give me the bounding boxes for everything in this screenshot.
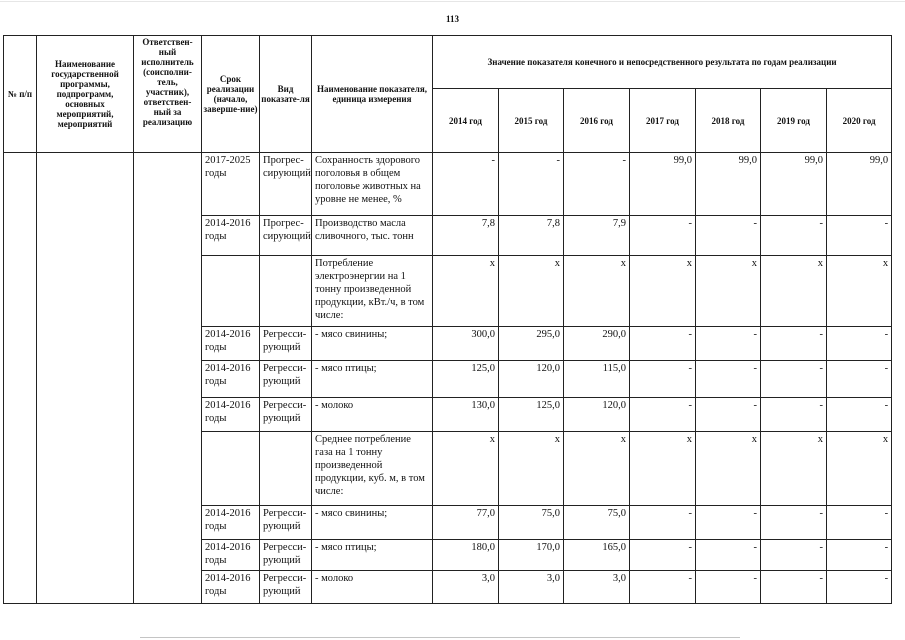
kind-cell: Регресси-рующий — [260, 540, 312, 571]
value-cell: - — [564, 153, 630, 216]
value-cell: 3,0 — [564, 571, 630, 604]
header-year: 2018 год — [696, 89, 761, 153]
value-cell: x — [630, 256, 696, 327]
kind-cell: Регресси-рующий — [260, 398, 312, 432]
term-cell: 2014-2016 годы — [202, 327, 260, 361]
header-term: Срок реализации (начало, заверше-ние) — [202, 36, 260, 153]
value-cell: - — [696, 327, 761, 361]
value-cell: 115,0 — [564, 361, 630, 398]
kind-cell — [260, 256, 312, 327]
value-cell: - — [761, 506, 827, 540]
value-cell: 75,0 — [499, 506, 564, 540]
indicator-name-cell: Производство масла сливочного, тыс. тонн — [312, 216, 433, 256]
indicator-name-cell: - мясо птицы; — [312, 540, 433, 571]
value-cell: - — [761, 540, 827, 571]
table-row — [4, 153, 892, 216]
value-cell: 99,0 — [827, 153, 892, 216]
term-cell: 2014-2016 годы — [202, 571, 260, 604]
value-cell: - — [696, 571, 761, 604]
indicator-name-cell: - мясо свинины; — [312, 327, 433, 361]
kind-cell: Регресси-рующий — [260, 361, 312, 398]
header-program: Наименование государственной программы, подпрограмм, основных мероприятий, мероприятий — [37, 36, 134, 153]
value-cell: x — [630, 432, 696, 506]
indicator-name-cell: - мясо свинины; — [312, 506, 433, 540]
value-cell: - — [696, 398, 761, 432]
value-cell: 170,0 — [499, 540, 564, 571]
kind-cell — [260, 432, 312, 506]
indicator-name-cell: Среднее потребление газа на 1 тонну произведенной продукции, куб. м, в том числе: — [312, 432, 433, 506]
value-cell: - — [630, 506, 696, 540]
value-cell: x — [696, 256, 761, 327]
value-cell: 99,0 — [630, 153, 696, 216]
indicator-name-cell: Сохранность здорового поголовья в общем поголовье животных на уровне не менее, % — [312, 153, 433, 216]
value-cell: 180,0 — [433, 540, 499, 571]
value-cell: - — [630, 361, 696, 398]
value-cell: x — [433, 432, 499, 506]
header-num: № п/п — [4, 36, 37, 153]
value-cell: - — [696, 361, 761, 398]
term-cell — [202, 432, 260, 506]
value-cell: 7,9 — [564, 216, 630, 256]
term-cell: 2014-2016 годы — [202, 216, 260, 256]
value-cell: - — [827, 361, 892, 398]
value-cell: x — [761, 256, 827, 327]
value-cell: 120,0 — [564, 398, 630, 432]
indicators-table — [3, 35, 892, 604]
header-year: 2015 год — [499, 89, 564, 153]
term-cell: 2014-2016 годы — [202, 506, 260, 540]
value-cell: - — [761, 361, 827, 398]
executor-cell — [134, 153, 202, 604]
value-cell: 3,0 — [433, 571, 499, 604]
value-cell: 75,0 — [564, 506, 630, 540]
value-cell: 125,0 — [499, 398, 564, 432]
term-cell: 2014-2016 годы — [202, 361, 260, 398]
value-cell: - — [827, 540, 892, 571]
value-cell: 295,0 — [499, 327, 564, 361]
value-cell: - — [696, 506, 761, 540]
value-cell: - — [696, 540, 761, 571]
header-year: 2020 год — [827, 89, 892, 153]
scan-edge-bottom — [140, 637, 740, 638]
value-cell: - — [827, 506, 892, 540]
value-cell: x — [499, 432, 564, 506]
indicator-name-cell: - молоко — [312, 571, 433, 604]
term-cell — [202, 256, 260, 327]
value-cell: 99,0 — [696, 153, 761, 216]
value-cell: x — [499, 256, 564, 327]
value-cell: 7,8 — [433, 216, 499, 256]
value-cell: x — [696, 432, 761, 506]
kind-cell: Прогрес-сирующий — [260, 216, 312, 256]
header-year: 2017 год — [630, 89, 696, 153]
kind-cell: Регресси-рующий — [260, 571, 312, 604]
indicator-name-cell: Потребление электроэнергии на 1 тонну произведенной продукции, кВт./ч, в том числе: — [312, 256, 433, 327]
value-cell: - — [761, 327, 827, 361]
value-cell: - — [761, 571, 827, 604]
value-cell: - — [761, 398, 827, 432]
term-cell: 2014-2016 годы — [202, 540, 260, 571]
value-cell: x — [827, 256, 892, 327]
value-cell: - — [499, 153, 564, 216]
value-cell: 3,0 — [499, 571, 564, 604]
value-cell: - — [827, 327, 892, 361]
value-cell: - — [827, 216, 892, 256]
value-cell: - — [630, 398, 696, 432]
value-cell: 125,0 — [433, 361, 499, 398]
value-cell: 99,0 — [761, 153, 827, 216]
header-kind: Вид показате-ля — [260, 36, 312, 153]
value-cell: x — [564, 256, 630, 327]
value-cell: - — [761, 216, 827, 256]
header-year: 2016 год — [564, 89, 630, 153]
header-year: 2019 год — [761, 89, 827, 153]
value-cell: - — [630, 327, 696, 361]
value-cell: 7,8 — [499, 216, 564, 256]
value-cell: - — [630, 571, 696, 604]
kind-cell: Регресси-рующий — [260, 327, 312, 361]
kind-cell: Прогрес-сирующий — [260, 153, 312, 216]
value-cell: x — [827, 432, 892, 506]
indicator-name-cell: - мясо птицы; — [312, 361, 433, 398]
value-cell: 120,0 — [499, 361, 564, 398]
value-cell: x — [433, 256, 499, 327]
value-cell: x — [761, 432, 827, 506]
value-cell: - — [827, 571, 892, 604]
header-year: 2014 год — [433, 89, 499, 153]
value-cell: - — [827, 398, 892, 432]
page-number: 113 — [445, 14, 459, 24]
value-cell: 130,0 — [433, 398, 499, 432]
scan-edge-top — [0, 1, 905, 2]
header-executor: Ответствен-ный исполнитель (соисполни-тель, участник), ответствен-ный за реализацию — [134, 36, 202, 153]
value-cell: 77,0 — [433, 506, 499, 540]
value-cell: x — [564, 432, 630, 506]
value-cell: 165,0 — [564, 540, 630, 571]
num-cell — [4, 153, 37, 604]
header-values-group: Значение показателя конечного и непосредственного результата по годам реализации — [433, 36, 892, 89]
header-indicator: Наименование показателя, единица измерения — [312, 36, 433, 153]
value-cell: - — [696, 216, 761, 256]
kind-cell: Регресси-рующий — [260, 506, 312, 540]
value-cell: 300,0 — [433, 327, 499, 361]
indicator-name-cell: - молоко — [312, 398, 433, 432]
value-cell: - — [630, 540, 696, 571]
term-cell: 2014-2016 годы — [202, 398, 260, 432]
value-cell: - — [433, 153, 499, 216]
value-cell: 290,0 — [564, 327, 630, 361]
program-cell — [37, 153, 134, 604]
term-cell: 2017-2025 годы — [202, 153, 260, 216]
value-cell: - — [630, 216, 696, 256]
